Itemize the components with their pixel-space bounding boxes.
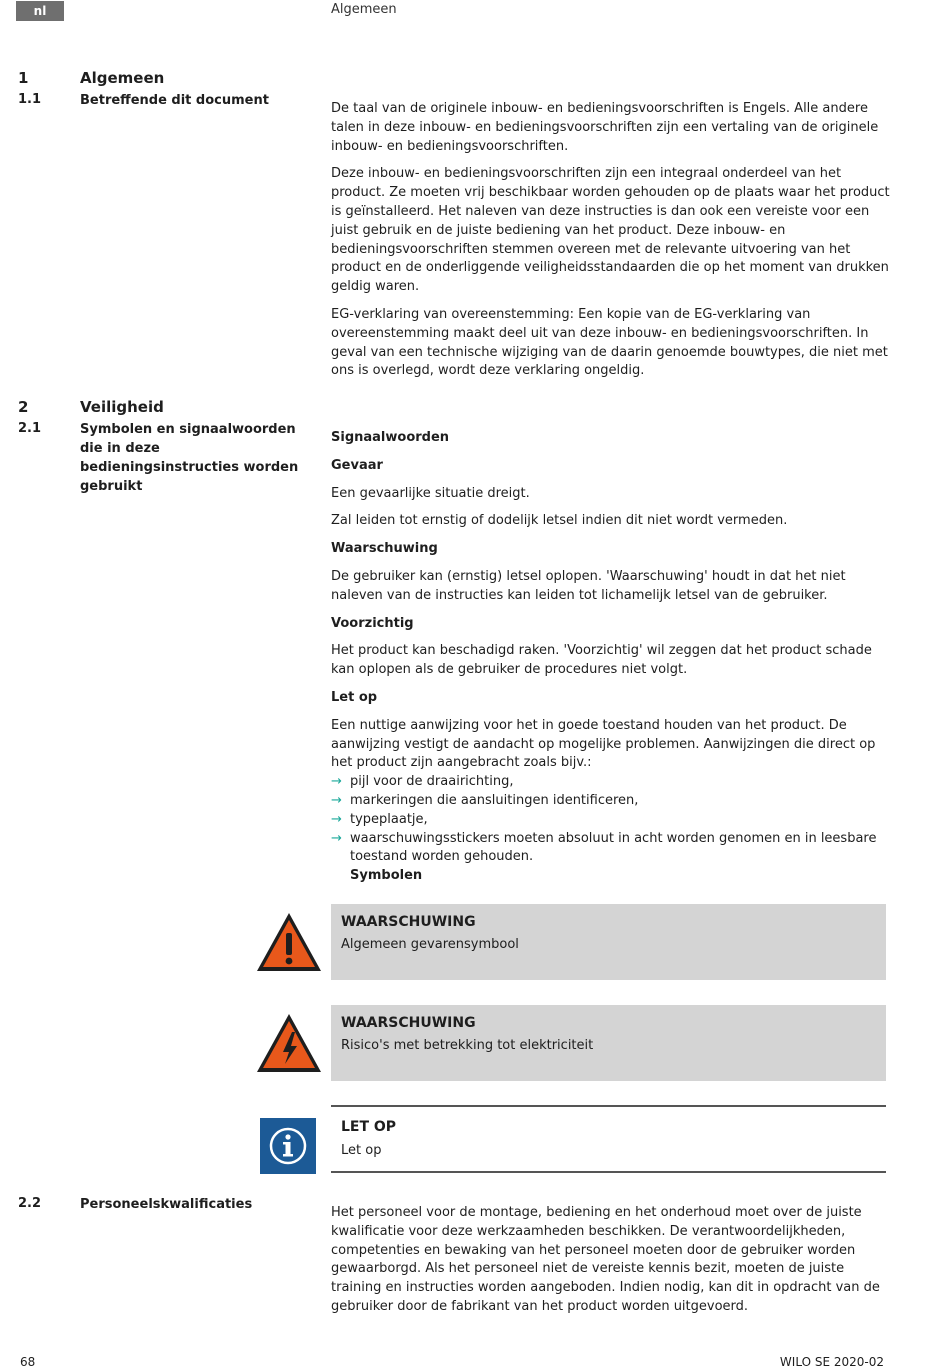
electric-hazard-icon (255, 1012, 323, 1074)
running-header: Algemeen (331, 2, 397, 17)
arrow-icon: → (331, 792, 342, 808)
paragraph: Zal leiden tot ernstig of dodelijk letsel indien dit niet wordt vermeden. (331, 513, 788, 529)
paragraph: Deze inbouw- en bedieningsvoorschriften zijn een integraal onderdeel van het product. Ze moeten vrij beschikbaar worden gehouden op de plaats waar het product is geïnstalleerd. Het naleven van deze instructies is dan ook een vereiste voor een juist gebruik en de juiste bediening van het product. Deze inbouw- en bedieningsvoorschriften stemmen overeen met de relevante uitvoering van het product en de onderliggende veiligheidsstandaarden die op het moment van drukken geldig waren. (331, 166, 890, 295)
paragraph: De taal van de originele inbouw- en bedieningsvoorschriften is Engels. Alle andere talen in deze inbouw- en bedieningsvoorschriften zijn een vertaling van de originele inbouw- en bedieningsvoorschriften. (331, 101, 879, 154)
subsection-number: 1.1 (18, 92, 42, 107)
info-icon (260, 1118, 316, 1174)
notice-box (331, 1105, 886, 1173)
warning-general-icon (255, 911, 323, 973)
subsection-number: 2.1 (18, 421, 42, 436)
section-title: Algemeen (80, 69, 165, 87)
warning-box-electric (331, 1005, 886, 1081)
arrow-icon: → (331, 830, 342, 846)
footer-company: WILO SE 2020-02 (779, 1355, 884, 1369)
list-item: → markeringen die aansluitingen identificeren, (331, 792, 891, 811)
subsection-title: Betreffende dit document (80, 93, 269, 108)
section-number: 2 (18, 398, 29, 416)
list-item: → pijl voor de draairichting, (331, 773, 891, 792)
warning-box-text: Risico's met betrekking tot elektriciteit (341, 1038, 594, 1053)
section-title: Veiligheid (80, 398, 164, 416)
symbols-heading: Symbolen (350, 868, 423, 884)
arrow-icon: → (331, 774, 342, 790)
section1-body (331, 100, 891, 390)
caution-heading: Voorzichtig (331, 615, 414, 631)
warning-box-text: Algemeen gevarensymbool (341, 937, 519, 952)
subsection-number: 2.2 (18, 1196, 42, 1211)
warning-box-title: WAARSCHUWING (341, 914, 476, 930)
warning-heading: Waarschuwing (331, 541, 438, 557)
section2-body (331, 429, 891, 886)
bullet-list (331, 773, 891, 867)
danger-heading: Gevaar (331, 457, 383, 473)
paragraph: De gebruiker kan (ernstig) letsel oplopen. 'Waarschuwing' houdt in dat het niet naleven van de instructies kan leiden tot lichamelijk letsel van de gebruiker. (331, 568, 846, 603)
paragraph: Het product kan beschadigd raken. 'Voorzichtig' wil zeggen dat het product schade kan oplopen als de gebruiker de procedures niet volgt. (331, 643, 872, 678)
warning-box-general (331, 904, 886, 980)
arrow-icon: → (331, 811, 342, 827)
paragraph: Een gevaarlijke situatie dreigt. (331, 485, 530, 501)
section22-body (331, 1204, 891, 1326)
warning-box-title: WAARSCHUWING (341, 1015, 476, 1031)
list-item: → typeplaatje, (331, 811, 891, 830)
language-tab: nl (16, 1, 64, 21)
paragraph: Een nuttige aanwijzing voor het in goede toestand houden van het product. De aanwijzing vestigt de aandacht op mogelijke problemen. Aanwijzingen die direct op het product zijn aangebracht zoals bijv.: (331, 717, 876, 771)
notice-box-title: LET OP (341, 1119, 397, 1135)
paragraph: Het personeel voor de montage, bediening en het onderhoud moet over de juiste kwalificatie voor deze werkzaamheden beschikken. De verantwoordelijkheden, competenties en bewaking van het personeel moeten door de gebruiker worden gewaarborgd. Als het personeel niet de vereiste kennis bezit, moeten de juiste training en instructies worden aangeboden. Indien nodig, kan dit in opdracht van de gebruiker door de fabrikant van het product worden uitgevoerd. (331, 1205, 880, 1314)
subsection-title: Personeelskwalificaties (80, 1197, 253, 1212)
page-number: 68 (20, 1355, 36, 1369)
paragraph: EG-verklaring van overeenstemming: Een kopie van de EG-verklaring van overeenstemming maakt deel uit van deze inbouw- en bedieningsvoorschriften. In geval van een technische wijziging van de daarin genoemde bouwtypes, die niet met ons is overlegd, wordt deze verklaring ongeldig. (331, 306, 888, 379)
signal-words-heading: Signaalwoorden (331, 430, 450, 445)
subsection-title: Symbolen en signaalwoorden die in deze bedieningsinstructies worden gebruikt (80, 422, 299, 494)
notice-heading: Let op (331, 689, 378, 705)
section-number: 1 (18, 69, 29, 87)
notice-box-text: Let op (341, 1143, 382, 1158)
list-item: → waarschuwingsstickers moeten absoluut in acht worden genomen en in leesbare toestand worden gehouden. (331, 830, 877, 865)
